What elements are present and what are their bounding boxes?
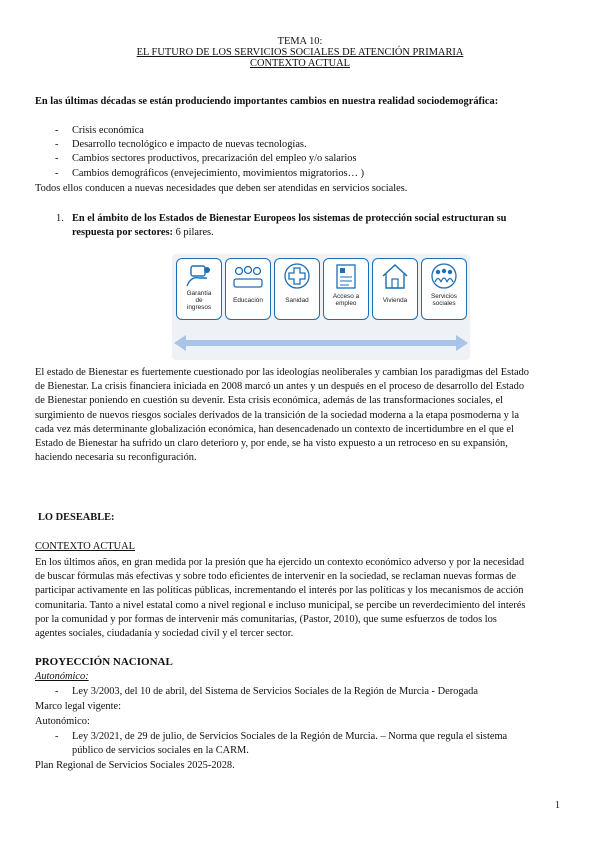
title-line-2: EL FUTURO DE LOS SERVICIOS SOCIALES DE ATENCIÓN PRIMARIA (136, 47, 464, 58)
title-line-3: CONTEXTO ACTUAL (250, 58, 350, 69)
legal-framework-label: Marco legal vigente: (35, 701, 121, 712)
social-services-icon (422, 262, 466, 290)
list-item: - Cambios demográficos (envejecimiento, movimientos migratorios… ) (55, 167, 365, 179)
pillar-label: Garantía de ingresos (186, 290, 212, 311)
pillar-health (274, 258, 320, 320)
welfare-state-paragraph: El estado de Bienestar es fuertemente cuestionado por las ideologías neoliberales y cambian los paradigmas del Estado de Bienestar. La crisis financiera iniciada en 2008 marcó un antes y un después en el proceso de desarrollo del Estado de Bienestar poniendo en cuestión su devenir. Esta crisis económica, además de las transformaciones sociales, el surgimiento de nuevos riesgos sociales derivados de la transición de la sociedad moderna a la etapa posmoderna y la cada vez más determinante globalización económica, han desencadenado un contexto de incertidumbre en el que el Estado de Bienestar ha sufrido un claro deterioro y, por ende, se ha visto expuesto a un retroceso en su expansión, haciendo necesaria su reconfiguración. (35, 367, 529, 464)
pillar-label: Servicios sociales (431, 293, 457, 307)
list-item: - Cambios sectores productivos, precarización del empleo y/o salarios (55, 153, 357, 165)
pillar-social-services (421, 258, 467, 320)
health-cross-icon (275, 262, 319, 290)
education-icon (226, 262, 270, 290)
employment-document-icon (324, 262, 368, 290)
house-icon (373, 262, 417, 290)
pillar-housing (372, 258, 418, 320)
autonomic-label-italic: Autonómico: (35, 671, 89, 682)
list-item: - Crisis económica (55, 125, 144, 136)
context-heading: CONTEXTO ACTUAL (35, 541, 135, 552)
intro-heading: En las últimas décadas se están produciendo importantes cambios en nuestra realidad sociodemográfica: (35, 96, 499, 107)
pillar-label: Educación (233, 297, 263, 304)
pillar-label: Acceso a empleo (332, 293, 360, 307)
page-number: 1 (555, 800, 560, 811)
pillar-employment (323, 258, 369, 320)
changes-list (35, 124, 565, 181)
projection-heading: PROYECCIÓN NACIONAL (35, 656, 173, 668)
changes-summary: Todos ellos conducen a nuevas necesidades que deben ser atendidas en servicios sociales. (35, 183, 408, 194)
autonomic-label: Autonómico: (35, 716, 90, 727)
pillar-income-guarantee (176, 258, 222, 320)
desirable-heading: LO DESEABLE: (38, 512, 115, 523)
list-item: - Desarrollo tecnológico e impacto de nuevas tecnologías. (55, 139, 307, 151)
pillar-education (225, 258, 271, 320)
welfare-pillars-diagram (172, 254, 470, 360)
regional-plan: Plan Regional de Servicios Sociales 2025-2028. (35, 760, 235, 771)
income-guarantee-icon (177, 262, 221, 290)
law-2003-item: - Ley 3/2003, del 10 de abril, del Sistema de Servicios Sociales de la Región de Murcia - Derogada (55, 686, 478, 697)
context-paragraph: En los últimos años, en gran medida por la presión que ha ejercido un contexto económico adverso y por la necesidad de buscar fórmulas más efectivas y sobre todo eficientes de intervenir en la sociedad, se reclaman nuevas formas de participar activamente en las políticas públicas, incrementando el interés por las políticas y los mecanismos de acción comunitaria. Tanto a nivel estatal como a nivel regional e incluso municipal, se percibe un reverdecimiento del interés por la comunidad y por formas de intervenir más comunitarias, (Pastor, 2010), que sume esfuerzos de todos los agentes sociales, ciudadanía y sociedad civil y el tercer sector. (35, 557, 526, 640)
title-line-1: TEMA 10: (277, 36, 323, 47)
pillar-label: Vivienda (382, 297, 408, 304)
pillar-label: Sanidad (285, 297, 309, 304)
double-arrow-icon (172, 334, 470, 352)
page-title (0, 36, 600, 69)
